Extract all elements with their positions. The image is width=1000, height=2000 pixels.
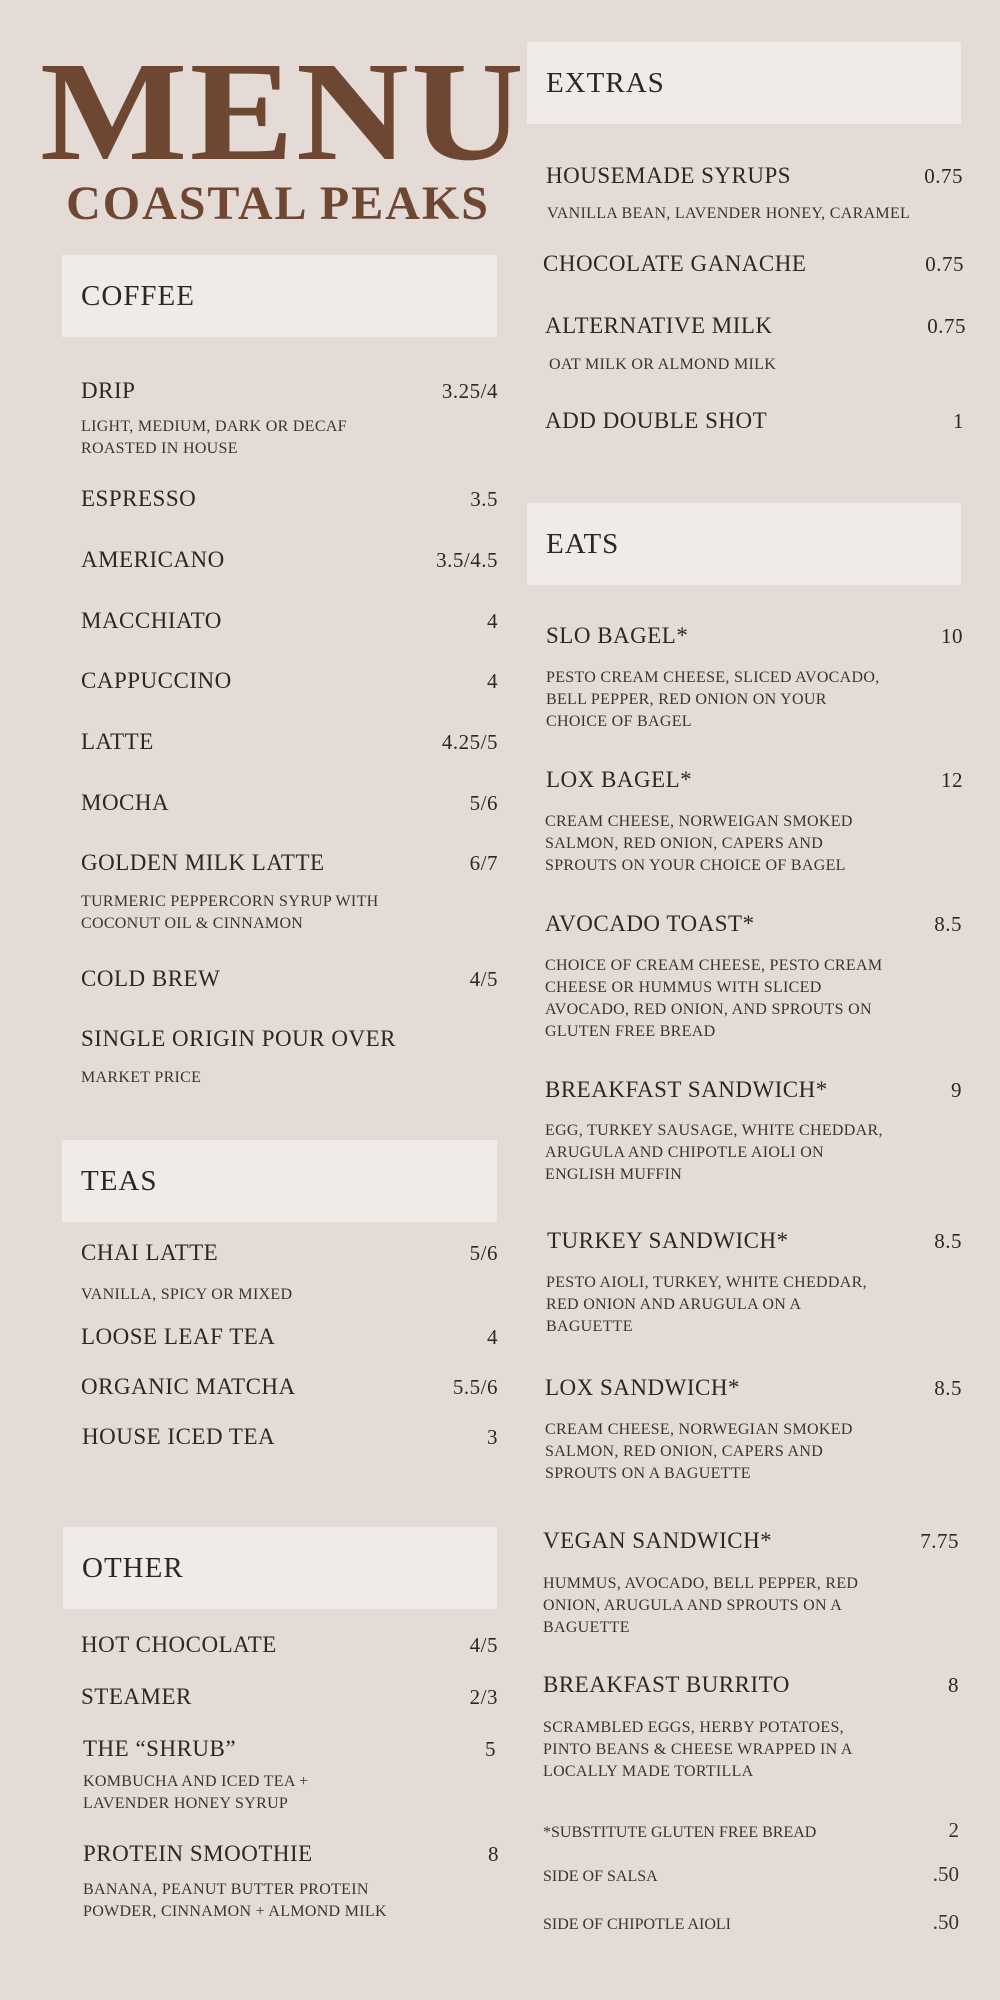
desc-line: LAVENDER HONEY SYRUP xyxy=(83,1795,289,1812)
desc-line: LOCALLY MADE TORTILLA xyxy=(543,1763,754,1780)
desc-line: EGG, TURKEY SAUSAGE, WHITE CHEDDAR, xyxy=(545,1122,883,1139)
item-description xyxy=(543,1573,858,1639)
menu-item-breakfast-burrito xyxy=(543,1672,959,1698)
desc-line: POWDER, CINNAMON + ALMOND MILK xyxy=(83,1903,387,1920)
addon-name: SIDE OF SALSA xyxy=(543,1868,658,1885)
desc-line: COCONUT OIL & CINNAMON xyxy=(81,915,304,932)
desc-line: CREAM CHEESE, NORWEIGAN SMOKED xyxy=(545,813,853,830)
item-price: 5/6 xyxy=(469,791,498,815)
item-description xyxy=(83,1879,387,1923)
section-header-eats: EATS xyxy=(527,503,961,585)
item-name: MOCHA xyxy=(81,790,170,815)
item-price: 4 xyxy=(487,669,498,693)
item-description xyxy=(81,891,379,935)
desc-line: VANILLA BEAN, LAVENDER HONEY, CARAMEL xyxy=(547,205,911,222)
addon-chipotle-aioli xyxy=(543,1910,959,1935)
menu-item-loose-leaf-tea xyxy=(81,1324,498,1350)
item-price: 5 xyxy=(485,1737,496,1761)
item-name: ESPRESSO xyxy=(81,486,197,511)
item-description xyxy=(83,1771,308,1815)
item-price: 8 xyxy=(948,1673,959,1697)
menu-item-add-double-shot xyxy=(545,408,964,434)
menu-item-drip xyxy=(81,378,498,404)
item-description xyxy=(81,1284,292,1306)
desc-line: TURMERIC PEPPERCORN SYRUP WITH xyxy=(81,893,379,910)
menu-item-cold-brew xyxy=(81,966,498,992)
desc-line: RED ONION AND ARUGULA ON A xyxy=(546,1296,802,1313)
desc-line: SALMON, RED ONION, CAPERS AND xyxy=(545,1443,824,1460)
desc-line: KOMBUCHA AND ICED TEA + xyxy=(83,1773,309,1790)
item-name: VEGAN SANDWICH* xyxy=(543,1528,773,1553)
item-price: 5.5/6 xyxy=(452,1375,498,1399)
item-price: 3 xyxy=(487,1425,498,1449)
item-name: ORGANIC MATCHA xyxy=(81,1374,296,1399)
addon-price: .50 xyxy=(932,1910,959,1934)
section-header-coffee: COFFEE xyxy=(62,255,497,337)
desc-line: PESTO AIOLI, TURKEY, WHITE CHEDDAR, xyxy=(546,1274,867,1291)
menu-item-latte xyxy=(81,729,498,755)
item-name: GOLDEN MILK LATTE xyxy=(81,850,325,875)
item-description xyxy=(545,955,882,1043)
item-price: 4/5 xyxy=(469,967,498,991)
item-price: 7.75 xyxy=(920,1529,959,1553)
desc-line: BELL PEPPER, RED ONION ON YOUR xyxy=(546,691,827,708)
desc-line: BAGUETTE xyxy=(543,1619,630,1636)
addon-salsa xyxy=(543,1862,959,1887)
desc-line: ARUGULA AND CHIPOTLE AIOLI ON xyxy=(545,1144,824,1161)
menu-item-housemade-syrups xyxy=(546,163,963,189)
item-price: 4 xyxy=(487,1325,498,1349)
desc-line: ENGLISH MUFFIN xyxy=(545,1166,683,1183)
item-name: AVOCADO TOAST* xyxy=(545,911,755,936)
item-price: 0.75 xyxy=(924,164,963,188)
item-description xyxy=(545,1120,883,1186)
desc-line: GLUTEN FREE BREAD xyxy=(545,1023,716,1040)
item-name: LOX SANDWICH* xyxy=(545,1375,740,1400)
desc-line: SPROUTS ON YOUR CHOICE OF BAGEL xyxy=(545,857,846,874)
menu-item-house-iced-tea xyxy=(82,1424,498,1450)
item-price: 8.5 xyxy=(934,1376,962,1400)
item-name: COLD BREW xyxy=(81,966,221,991)
item-price: 4.25/5 xyxy=(441,730,498,754)
desc-line: CHOICE OF BAGEL xyxy=(546,713,692,730)
item-name: HOT CHOCOLATE xyxy=(81,1632,277,1657)
addon-price: 2 xyxy=(948,1818,959,1842)
addon-name: SIDE OF CHIPOTLE AIOLI xyxy=(543,1916,731,1933)
section-header-teas: TEAS xyxy=(62,1140,497,1222)
desc-line: PESTO CREAM CHEESE, SLICED AVOCADO, xyxy=(546,669,880,686)
item-description xyxy=(547,203,910,225)
desc-line: CHEESE OR HUMMUS WITH SLICED xyxy=(545,979,822,996)
menu-item-vegan-sandwich xyxy=(543,1528,959,1554)
item-price: 1 xyxy=(953,409,964,433)
item-name: SINGLE ORIGIN POUR OVER xyxy=(81,1026,396,1051)
desc-line: PINTO BEANS & CHEESE WRAPPED IN A xyxy=(543,1741,853,1758)
menu-item-turkey-sandwich xyxy=(547,1228,962,1254)
item-price: 8.5 xyxy=(934,912,962,936)
restaurant-name: COASTAL PEAKS xyxy=(66,177,490,230)
menu-item-espresso xyxy=(81,486,498,512)
desc-line: SALMON, RED ONION, CAPERS AND xyxy=(545,835,824,852)
item-name: PROTEIN SMOOTHIE xyxy=(83,1841,313,1866)
item-price: 2/3 xyxy=(469,1685,498,1709)
addon-name: *SUBSTITUTE GLUTEN FREE BREAD xyxy=(543,1824,817,1841)
item-name: BREAKFAST SANDWICH* xyxy=(545,1077,828,1102)
item-name: LOX BAGEL* xyxy=(546,767,693,792)
desc-line: OAT MILK OR ALMOND MILK xyxy=(549,356,777,373)
item-price: 0.75 xyxy=(927,314,966,338)
menu-item-macchiato xyxy=(81,608,498,634)
menu-item-lox-bagel xyxy=(546,767,963,793)
menu-item-hot-chocolate xyxy=(81,1632,498,1658)
desc-line: LIGHT, MEDIUM, DARK OR DECAF xyxy=(81,418,347,435)
item-description xyxy=(545,1419,853,1485)
addon-price: .50 xyxy=(932,1862,959,1886)
desc-line: BANANA, PEANUT BUTTER PROTEIN xyxy=(83,1881,369,1898)
item-name: LOOSE LEAF TEA xyxy=(81,1324,276,1349)
item-description xyxy=(549,354,776,376)
menu-item-alternative-milk xyxy=(545,313,966,339)
menu-item-americano xyxy=(81,547,498,573)
desc-line: BAGUETTE xyxy=(546,1318,633,1335)
item-price: 3.5/4.5 xyxy=(436,548,498,572)
item-description xyxy=(81,416,347,460)
menu-item-shrub xyxy=(83,1736,496,1762)
item-name: THE “SHRUB” xyxy=(83,1736,237,1761)
section-header-extras: EXTRAS xyxy=(527,42,961,124)
menu-item-steamer xyxy=(81,1684,498,1710)
item-description xyxy=(546,1272,867,1338)
desc-line: HUMMUS, AVOCADO, BELL PEPPER, RED xyxy=(543,1575,859,1592)
section-header-other: OTHER xyxy=(63,1527,497,1609)
item-name: CHAI LATTE xyxy=(81,1240,219,1265)
item-name: MACCHIATO xyxy=(81,608,222,633)
item-price: 3.25/4 xyxy=(441,379,498,403)
item-name: HOUSEMADE SYRUPS xyxy=(546,163,792,188)
menu-title-block xyxy=(40,32,527,232)
item-price: 9 xyxy=(951,1078,962,1102)
menu-item-slo-bagel xyxy=(546,623,963,649)
desc-line: SCRAMBLED EGGS, HERBY POTATOES, xyxy=(543,1719,844,1736)
item-price: 4 xyxy=(487,609,498,633)
desc-line: MARKET PRICE xyxy=(81,1069,202,1086)
desc-line: SPROUTS ON A BAGUETTE xyxy=(545,1465,751,1482)
item-name: LATTE xyxy=(81,729,154,754)
item-name: ALTERNATIVE MILK xyxy=(545,313,773,338)
menu-item-lox-sandwich xyxy=(545,1375,962,1401)
item-price: 3.5 xyxy=(470,487,498,511)
item-price: 4/5 xyxy=(469,1633,498,1657)
item-name: SLO BAGEL* xyxy=(546,623,689,648)
menu-item-breakfast-sandwich xyxy=(545,1077,962,1103)
item-name: TURKEY SANDWICH* xyxy=(547,1228,789,1253)
item-name: STEAMER xyxy=(81,1684,192,1709)
desc-line: VANILLA, SPICY OR MIXED xyxy=(81,1286,293,1303)
desc-line: CHOICE OF CREAM CHEESE, PESTO CREAM xyxy=(545,957,883,974)
menu-item-avocado-toast xyxy=(545,911,962,937)
item-name: BREAKFAST BURRITO xyxy=(543,1672,790,1697)
desc-line: ONION, ARUGULA AND SPROUTS ON A xyxy=(543,1597,843,1614)
item-price: 8 xyxy=(488,1842,499,1866)
desc-line: ROASTED IN HOUSE xyxy=(81,440,238,457)
item-price: 10 xyxy=(941,624,963,648)
item-description xyxy=(545,811,853,877)
item-description xyxy=(543,1717,853,1783)
menu-item-mocha xyxy=(81,790,498,816)
item-price: 5/6 xyxy=(469,1241,498,1265)
menu-item-golden-milk-latte xyxy=(81,850,498,876)
menu-item-organic-matcha xyxy=(81,1374,498,1400)
item-name: DRIP xyxy=(81,378,136,403)
menu-item-chocolate-ganache xyxy=(543,251,964,277)
item-description xyxy=(81,1067,201,1089)
item-name: CAPPUCCINO xyxy=(81,668,232,693)
item-name: ADD DOUBLE SHOT xyxy=(545,408,768,433)
item-name: CHOCOLATE GANACHE xyxy=(543,251,807,276)
menu-item-cappuccino xyxy=(81,668,498,694)
menu-title: MENU xyxy=(40,32,527,190)
desc-line: AVOCADO, RED ONION, AND SPROUTS ON xyxy=(545,1001,872,1018)
item-price: 0.75 xyxy=(925,252,964,276)
menu-item-protein-smoothie xyxy=(83,1841,499,1867)
item-price: 6/7 xyxy=(469,851,498,875)
item-price: 8.5 xyxy=(934,1229,962,1253)
desc-line: CREAM CHEESE, NORWEGIAN SMOKED xyxy=(545,1421,853,1438)
item-name: AMERICANO xyxy=(81,547,225,572)
item-name: HOUSE ICED TEA xyxy=(82,1424,276,1449)
addon-gluten-free xyxy=(543,1818,959,1843)
menu-item-single-origin xyxy=(81,1026,498,1052)
menu-item-chai-latte xyxy=(81,1240,498,1266)
item-price: 12 xyxy=(941,768,963,792)
item-description xyxy=(546,667,880,733)
